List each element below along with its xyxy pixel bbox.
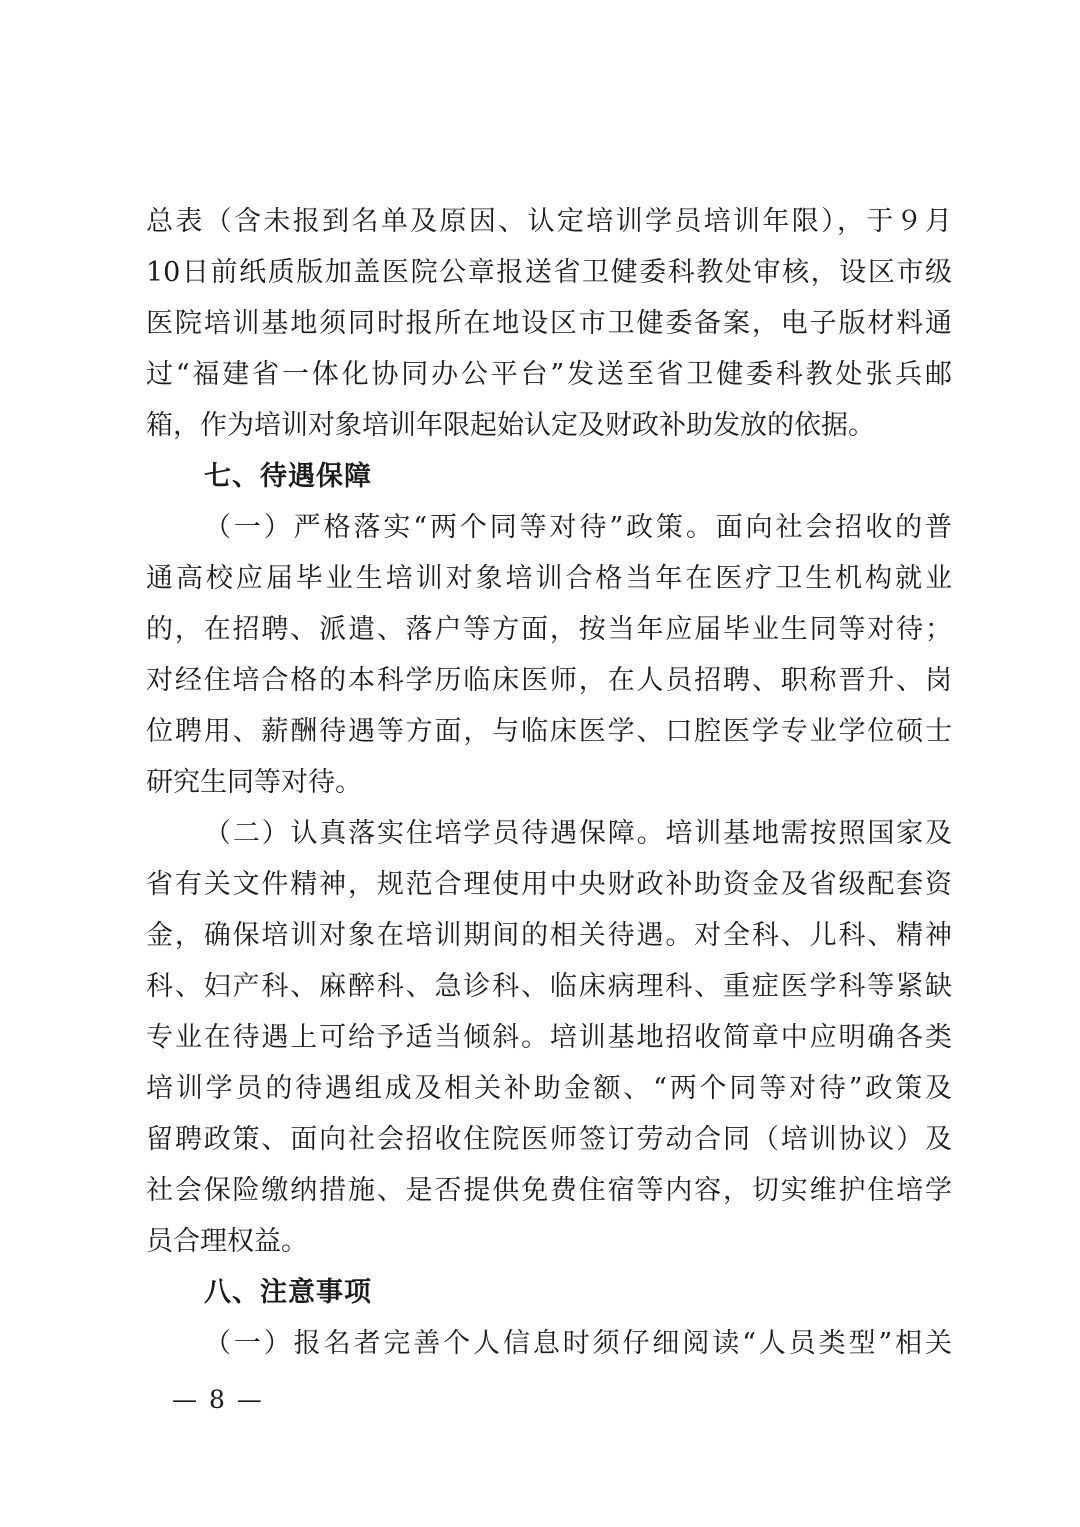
section-heading-treatment: 七、待遇保障 (204, 461, 372, 492)
body-line: 通高校应届毕业生培训对象培训合格当年在医疗卫生机构就业 (146, 563, 952, 594)
body-line: 留聘政策、面向社会招收住院医师签订劳动合同（培训协议）及 (146, 1124, 952, 1155)
body-line: 过“福建省一体化协同办公平台”发送至省卫健委科教处张兵邮 (146, 359, 952, 390)
body-line: 省有关文件精神，规范合理使用中央财政补助资金及省级配套资 (146, 869, 952, 900)
page-number: — 8 — (172, 1385, 264, 1414)
body-line: 金，确保培训对象在培训期间的相关待遇。对全科、儿科、精神 (146, 920, 952, 951)
paragraph-first-line: （二）认真落实住培学员待遇保障。培训基地需按照国家及 (204, 818, 952, 849)
body-line: 专业在待遇上可给予适当倾斜。培训基地招收简章中应明确各类 (146, 1022, 952, 1053)
body-line: 科、妇产科、麻醉科、急诊科、临床病理科、重症医学科等紧缺 (146, 971, 952, 1002)
body-line: 培训学员的待遇组成及相关补助金额、“两个同等对待”政策及 (146, 1073, 952, 1104)
body-line: 箱，作为培训对象培训年限起始认定及财政补助发放的依据。 (146, 410, 875, 441)
body-line: 研究生同等对待。 (146, 767, 362, 798)
body-line: 位聘用、薪酬待遇等方面，与临床医学、口腔医学专业学位硕士 (146, 716, 952, 747)
body-line: 的，在招聘、派遣、落户等方面，按当年应届毕业生同等对待； (146, 614, 952, 645)
document-body (146, 196, 952, 1369)
body-line: 医院培训基地须同时报所在地设区市卫健委备案，电子版材料通 (146, 308, 952, 339)
body-line: 10日前纸质版加盖医院公章报送省卫健委科教处审核，设区市级 (146, 257, 952, 288)
body-line: 总表（含未报到名单及原因、认定培训学员培训年限），于９月 (146, 206, 952, 237)
paragraph-first-line: （一）严格落实“两个同等对待”政策。面向社会招收的普 (204, 512, 952, 543)
body-line: 员合理权益。 (146, 1226, 308, 1257)
paragraph-first-line: （一）报名者完善个人信息时须仔细阅读“人员类型”相关 (204, 1328, 952, 1359)
body-line: 对经住培合格的本科学历临床医师，在人员招聘、职称晋升、岗 (146, 665, 952, 696)
body-line: 社会保险缴纳措施、是否提供免费住宿等内容，切实维护住培学 (146, 1175, 952, 1206)
section-heading-notes: 八、注意事项 (204, 1277, 372, 1308)
